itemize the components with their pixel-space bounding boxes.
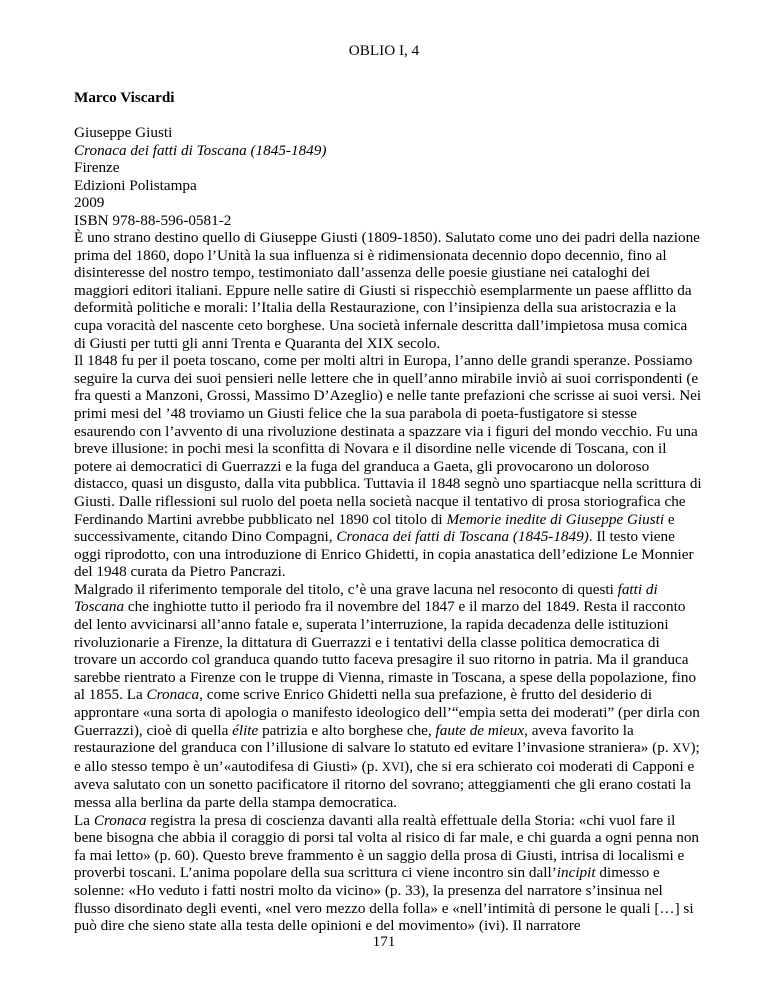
book-author: Giuseppe Giusti: [74, 124, 173, 141]
book-title: Cronaca dei fatti di Toscana (1845-1849): [74, 141, 327, 159]
book-city: Firenze: [74, 159, 120, 177]
running-head: OBLIO I, 4: [348, 42, 420, 59]
paragraph-3: Malgrado il riferimento temporale del titolo, c’è una grave lacuna nel resoconto di questi fatti di Toscana che inghiotte tutto il periodo fra il novembre del 1847 e il marzo del 1849. Resta il racconto del lento avvicinarsi all’anno fatale e, superata l’interruzione, la rapida decadenza delle istituzioni rivoluzionarie a Firenze, la dittatura di Guerrazzi e i tentativi della classe politica democratica di trovare un accordo col granduca quando tutto faceva presagire il suo ritorno in patria. Ma il granduca sarebbe rientrato a Firenze con le truppe di Vienna, rimaste in Toscana, a spese della popolazione, fino al 1855. La Cronaca, come scrive Enrico Ghidetti nella sua prefazione, è frutto del desiderio di approntare «una sorta di apologia o manifesto ideologico dell’“empia setta dei moderati” (per dirla con Guerrazzi), cioè di quella élite patrizia e alto borghese che, faute de mieux, aveva favorito la restaurazione del granduca con l’illusione di salvare lo statuto ed evitare l’invasione straniera» (p. XV); e allo stesso tempo è un’«autodifesa di Giusti» (p. XVI), che si era schierato coi moderati di Capponi e aveva salutato con un sonetto pacificatore il ritorno del sovrano; atteggiamenti che gli erano costati la messa alla berlina da parte della stampa democratica.: [74, 580, 700, 811]
book-year: 2009: [74, 194, 105, 212]
book-isbn: ISBN 978-88-596-0581-2: [74, 211, 232, 229]
review-author: Marco Viscardi: [74, 89, 175, 106]
review-body: [74, 229, 702, 935]
bibliographic-entry: [74, 124, 326, 230]
paragraph-4: La Cronaca registra la presa di coscienza davanti alla realtà effettuale della Storia: «chi vuol fare il bene bisogna che abbia il coraggio di porsi tal volta al risico di far male, e chi guarda a ogni penna non fa mai letto» (p. 60). Questo breve frammento è un saggio della prosa di Giusti, intrisa di localismi e proverbi toscani. L’anima popolare della sua scrittura ci viene incontro sin dall’incipit dimesso e solenne: «Ho veduto i fatti nostri molto da vicino» (p. 33), la presenza del narratore s’insinua nel flusso disordinato degli eventi, «nel vero mezzo della folla» e «nell’intimità di persone le quali […] si può dire che sieno state alla testa delle opinioni e del movimento» (ivi). Il narratore: [74, 811, 700, 935]
paragraph-1: È uno strano destino quello di Giuseppe Giusti (1809-1850). Salutato come uno dei padri della nazione prima del 1860, dopo l’Unità la sua influenza si è ridimensionata decennio dopo decennio, fino al disinteresse del nostro tempo, testimoniato dall’assenza delle poesie giustiane nei cataloghi dei maggiori editori italiani. Eppure nelle satire di Giusti si rispecchiò esemplarmente un paese afflitto da deformità politiche e morali: l’Italia della Restaurazione, con l’insipienza della sua aristocrazia e la cupa voracità del nascente ceto borghese. Una società infernale descritta dall’impietosa musa comica di Giusti per tutti gli anni Trenta e Quaranta del XIX secolo.: [74, 229, 700, 352]
book-publisher: Edizioni Polistampa: [74, 176, 197, 194]
paragraph-2: Il 1848 fu per il poeta toscano, come per molti altri in Europa, l’anno delle grandi speranze. Possiamo seguire la curva dei suoi pensieri nelle lettere che in quell’anno mirabile inviò ai suoi corrispondenti (e fra questi a Manzoni, Grossi, Massimo D’Azeglio) e nelle tante prefazioni che scrisse ai suoi versi. Nei primi mesi del ’48 troviamo un Giusti felice che la sua parabola di poeta-fustigatore si stesse esaurendo con l’avvento di una rivoluzione destinata a spazzare via i figuri del mondo vecchio. Fu una breve illusione: in pochi mesi la sconfitta di Novara e il disordine nelle vicende di Toscana, con il potere ai democratici di Guerrazzi e la fuga del granduca a Gaeta, gli provocarono un doloroso distacco, quasi un disgusto, dalla vita pubblica. Tuttavia il 1848 segnò uno spartiacque nella scrittura di Giusti. Dalle riflessioni sul ruolo del poeta nella società nacque il tentativo di prosa storiografica che Ferdinando Martini avrebbe pubblicato nel 1890 col titolo di Memorie inedite di Giuseppe Giusti e successivamente, citando Dino Compagni, Cronaca dei fatti di Toscana (1845-1849). Il testo viene oggi riprodotto, con una introduzione di Enrico Ghidetti, in copia anastatica dell’edizione Le Monnier del 1948 curata da Pietro Pancrazi.: [74, 352, 702, 581]
page-number: 171: [372, 933, 396, 950]
